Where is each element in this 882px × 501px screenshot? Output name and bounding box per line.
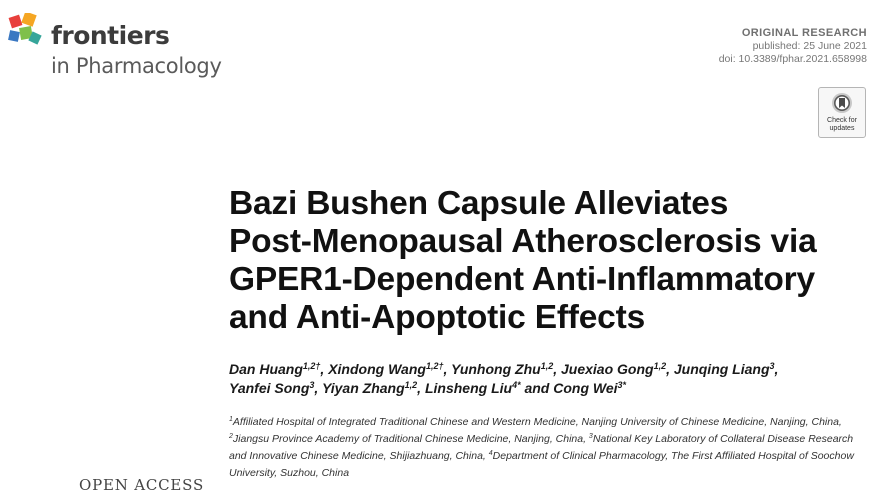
check-for-updates-icon — [831, 92, 853, 114]
journal-name-subtitle: in Pharmacology — [51, 54, 222, 78]
open-access-label: OPEN ACCESS — [79, 476, 205, 494]
affiliations — [229, 414, 869, 482]
check-for-updates-line1: Check for — [827, 117, 857, 124]
check-for-updates-button[interactable] — [818, 87, 866, 138]
author-separator: , — [320, 361, 329, 377]
affiliation-text: Affiliated Hospital of Integrated Traditional Chinese and Western Medicine, Nanjing University of Chinese Medicine, Nanjing, China, — [232, 416, 842, 428]
journal-logo[interactable] — [8, 13, 223, 78]
affiliation-marker: 1 — [229, 416, 233, 423]
check-for-updates-label — [819, 117, 865, 133]
article-type: ORIGINAL RESEARCH — [741, 27, 867, 39]
author-affiliation-marker: 1,2 — [404, 380, 418, 390]
author-name[interactable]: Yunhong Zhu — [451, 361, 541, 377]
title-line-3: GPER1-Dependent Anti-Inflammatory — [229, 261, 815, 298]
author-affiliation-marker: 3* — [617, 380, 627, 390]
affiliation-marker: 4 — [488, 450, 493, 457]
author-separator: , — [314, 380, 322, 396]
logo-square-blue — [8, 30, 20, 42]
affiliation-marker: 2 — [229, 433, 233, 440]
logo-square-red — [9, 15, 23, 29]
title-line-2: Post-Menopausal Atherosclerosis via — [229, 223, 817, 260]
author-affiliation-marker: 1,2 — [540, 361, 554, 371]
author-name[interactable]: Yiyan Zhang — [321, 380, 405, 396]
title-line-4: and Anti-Apoptotic Effects — [229, 299, 646, 336]
check-for-updates-line2: updates — [829, 125, 855, 132]
logo-square-orange — [21, 13, 36, 27]
author-separator: , — [666, 361, 674, 377]
author-affiliation-marker: 1,2† — [425, 361, 444, 371]
journal-name-frontiers: frontiers — [51, 21, 170, 50]
author-affiliation-marker: 4* — [512, 380, 521, 390]
article-meta — [719, 26, 867, 66]
author-affiliation-marker: 3 — [309, 380, 315, 390]
affiliation-marker: 3 — [588, 433, 593, 440]
author-name[interactable]: Xindong Wang — [328, 361, 426, 377]
published-date: published: 25 June 2021 — [752, 40, 867, 52]
author-separator: , — [417, 380, 425, 396]
author-affiliation-marker: 1,2 — [653, 361, 667, 371]
author-list — [229, 360, 869, 398]
affiliation-text: National Key Laboratory of Collateral Disease Research and Innovative Chinese Medicine, Shijiazhuang, China, — [229, 433, 854, 462]
affiliation-text: Department of Clinical Pharmacology, The First Affiliated Hospital of Soochow University, Suzhou, China — [229, 450, 854, 479]
doi-link[interactable]: doi: 10.3389/fphar.2021.658998 — [718, 53, 867, 65]
author-name[interactable]: Linsheng Liu — [424, 380, 513, 396]
author-name[interactable]: Juexiao Gong — [560, 361, 654, 377]
author-name[interactable]: Yanfei Song — [229, 380, 310, 396]
author-separator: , — [774, 361, 779, 377]
author-separator: and — [520, 380, 554, 396]
author-separator: , — [553, 361, 561, 377]
author-affiliation-marker: 1,2† — [302, 361, 321, 371]
affiliation-text: Jiangsu Province Academy of Traditional Chinese Medicine, Nanjing, China, — [232, 433, 589, 445]
author-name[interactable]: Cong Wei — [553, 380, 618, 396]
author-separator: , — [443, 361, 451, 377]
frontiers-logo-icon — [8, 13, 42, 47]
author-name[interactable]: Dan Huang — [229, 361, 303, 377]
article-title — [229, 185, 879, 337]
author-name[interactable]: Junqing Liang — [673, 361, 770, 377]
author-affiliation-marker: 3 — [769, 361, 775, 371]
title-line-1: Bazi Bushen Capsule Alleviates — [229, 185, 729, 222]
